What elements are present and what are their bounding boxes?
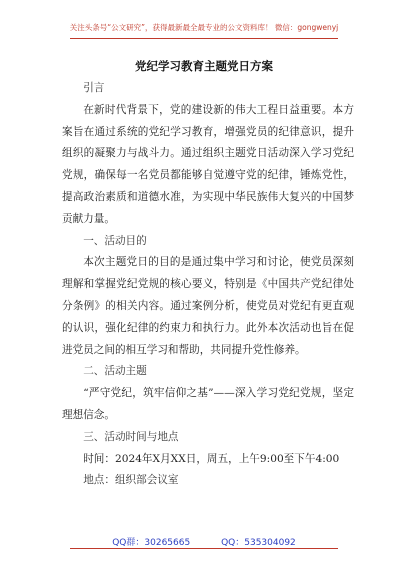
document-body [62,78,354,492]
footer-qq: QQ：535304092 [221,538,296,548]
header-banner: 关注头条号“公文研究”，获得最新最全最专业的公文资料库！ 微信：gongwenyj [69,23,339,32]
section-heading-theme: 二、活动主题 [83,365,147,378]
paragraph-purpose: 本次主题党日的目的是通过集中学习和讨论，使党员深刻理解和掌握党纪党规的核心要义，特别是《中国共产党纪律处分条例》的相关内容。通过案例分析，使党员对党纪有更直观的认识，强化纪律的约束力和执行力。此外本次活动也旨在促进党员之间的相互学习和帮助，共同提升党性修养。 [62,256,354,356]
paragraph-theme: “严守党纪，筑牢信仰之基”——深入学习党纪党规，坚定理想信念。 [62,387,354,421]
section-heading-time-place: 三、活动时间与地点 [83,430,179,443]
header-divider [70,38,338,39]
paragraph-time: 时间：2024年X月XX日，周五，上午9:00至下午4:00 [83,452,340,465]
section-heading-purpose: 一、活动目的 [83,234,147,247]
footer-contacts [0,535,408,548]
paragraph-location: 地点：组织部会议室 [83,474,179,487]
footer-qq-group: QQ群：30265665 [112,538,191,548]
document-title: 党纪学习教育主题党日方案 [135,59,273,73]
paragraph-intro: 在新时代背景下，党的建设新的伟大工程日益重要。本方案旨在通过系统的党纪学习教育，增强党员的纪律意识，提升组织的凝聚力与战斗力。通过组织主题党日活动深入学习党纪党规，确保每一名党员都能够自觉遵守党的纪律，锤炼党性，提高政治素质和道德水准，为实现中华民族伟大复兴的中国梦贡献力量。 [62,103,354,225]
section-heading-intro: 引言 [83,82,105,94]
footer-divider [70,548,338,549]
